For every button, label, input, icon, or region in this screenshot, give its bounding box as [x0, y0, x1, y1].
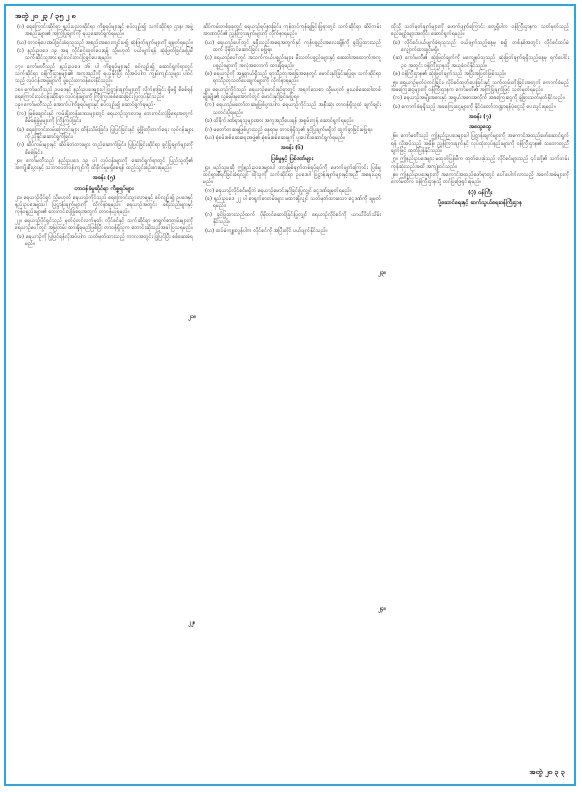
paragraph: (က) ရေယာဉ်အမျိုးအစားနှင့် အရွယ်အစားအလိုက် အခကြေးငွေကို ခွဲခြားသတ်မှတ်နိုင်သည်။ — [393, 95, 565, 102]
document-page — [4, 4, 576, 786]
paragraph: (က) မြစ်ချောင်းနှင့် ကမ်းရိုးတန်းဒေသများတွင် ရေယာဉ်သွားလာမှု ဘေးကင်းလုံခြုံရေးအတွက် စီမံခန့်ခွဲမှုများကို ကြီးကြပ်ခြင်း၊ — [17, 110, 193, 125]
paragraph: ၂၄။ မည်သူမဆို ဤနည်းဥပဒေများပါ တားမြစ်ချက်တစ်ရပ်ရပ်ကို ဖောက်ဖျက်ကြောင်း ပြစ်မှုထင်ရှားစီရင်ခြင်းခံရလျှင် ထိုသူကို သက်ဆိုင်ရာ ဥပဒေပါ ပြဋ္ဌာန်းချက်များနှင့်အညီ အရေးယူရမည်။ — [203, 164, 381, 186]
paragraph: (ဆ) ကော်မတီ၏ ဆုံးဖြတ်ချက်ကို မကျေနပ်သူသည် ဆုံးဖြတ်ချက်ရရှိသည့်နေ့မှ ရက်ပေါင်း ၃၀ အတွင်း ဝန်ကြီးဌာနသို့ အယူခံဝင်နိုင်သည်။ — [393, 55, 569, 69]
paragraph: ဆိပ်ကမ်းတစ်ခုခုတွင် ရေယာဉ်ရပ်နားခြင်း၊ ကုန်တင်ကုန်ချခြင်းပြုရာတွင် သက်ဆိုင်ရာ ဆိပ်ကမ်းအာဏာပိုင်၏ ညွှန်ကြားချက်များကို လိုက်နာရမည်။ — [203, 24, 381, 38]
paragraph: (ဂ) ခွင့်ပြုထားသည်ထက် ပိုမိုတင်ဆောင်ခြင်းပြုလျှင် ရေယာဉ်လိုင်စင်ကို ယာယီပိတ်သိမ်းနိုင်သည်။ — [205, 211, 381, 226]
paragraph: ၂၀။ ကော်မတီသည် နည်းဥပဒေ ၁၉ ပါ လုပ်ငန်းများကို ဆောင်ရွက်ရာတွင် ပြည်သူတို့၏ အကျိုးစီးပွားနှင့် သဘာဝပတ်ဝန်းကျင်ကို ထိခိုက်မှုမရှိစေရန် ထည့်သွင်းစဉ်းစားရမည်။ — [15, 157, 193, 172]
paragraph: (ဃ) စုံစမ်းစစ်ဆေးရေးအဖွဲ့၏ စုံစမ်းစစ်ဆေးမှုကို ပူးပေါင်းဆောင်ရွက်ရမည်။ — [205, 135, 345, 141]
paragraph: (င) ရေယာဉ်ပေါ်တွင် အသက်ကယ်ပစ္စည်းများ၊ မီးသတ်ပစ္စည်းများနှင့် ဆေးဝါးအထောက်အကူပစ္စည်းများကို အလုံအလောက် ထားရှိရမည်။ — [205, 55, 381, 69]
paragraph: (ခ) ကောက်ခံရရှိသည့် အခကြေးငွေများကို နိုင်ငံတော်ဘဏ္ဍာရန်ပုံငွေသို့ ပေးသွင်းရမည်။ — [393, 103, 556, 110]
section-heading: ပြစ်မှုနှင့် ပြစ်ဒဏ်များ — [270, 155, 314, 162]
section-marker: ၂၃။ — [378, 270, 386, 276]
section-heading: (ပုံ) ဝန်ကြီး — [467, 189, 493, 196]
paragraph: (က) ရေယာဉ်မတော်တဆမှုဖြစ်ပွားပါက ရေယာဉ်ကိုင်သည် အနီးဆုံး တာဝန်ရှိသူထံ ချက်ချင်းသတင်းပို့ရမည်။ — [205, 102, 381, 116]
section-heading: တာဝန်ခံမှုဆိုင်ရာ ကိစ္စရပ်များ — [74, 185, 134, 192]
paragraph: ၁၇။ ကော်မတီသည် နည်းဥပဒေ ၁၆ ပါ ကိစ္စရပ်များနှင့် စပ်လျဉ်း၍ ဆောင်ရွက်ရာတွင် သက်ဆိုင်ရာ ဝန်ကြီးဌာနများ၏ အကူအညီကို ရယူနိုင်ပြီး လိုအပ်ပါက ကျွမ်းကျင်သူများ ပါဝင်သည့် လုပ်ငန်းအဖွဲ့များကို ဖွဲ့စည်းတာဝန်ပေးနိုင်သည်။ — [15, 63, 193, 85]
paragraph: (ခ) ရေယာဉ်ကို ပြုပြင်ရန်လိုအပ်ပါက သတ်မှတ်ထားသည့် ကာလအတွင်း ပြုပြင်ပြီး စစ်ဆေးခံရမည်။ — [17, 233, 193, 247]
paragraph: (ဂ) မတော်တဆမှုဖြစ်ပွားသည့် နေရာမှ တာဝန်ရှိသူ၏ ခွင့်ပြုချက်မရှိဘဲ ထွက်ခွာခြင်းမပြုရ။ — [205, 126, 373, 133]
paragraph: (ခ) ထိခိုက်ဒဏ်ရာရသူများအား အကူအညီပေးရန် အစွမ်းကုန် ဆောင်ရွက်ရမည်။ — [205, 118, 354, 125]
paragraph: (စ) ရေယာဉ်ကို အန္တရာယ်ရှိသည့် ရာသီဥတုအခြေအနေတွင် မောင်းနှင်ခြင်းမပြုရ။ သက်ဆိုင်ရာ ရာသီဥတုသတိပေးချက်များကို လိုက်နာရမည်။ — [205, 71, 381, 85]
text-column-middle — [203, 24, 381, 236]
paragraph: ၂၈။ ဤနည်းဥပဒေများကို အကောင်အထည်ဖော်ရာတွင် ပေါ်ပေါက်လာသည့် အခက်အခဲများကို ကော်မတီက ဝန်ကြီးဌာနသို့ တင်ပြဖြေရှင်းရမည်။ — [391, 172, 569, 186]
paragraph: (က) ရေယာဉ်လိုင်စင်မရှိဘဲ ရေယာဉ်မောင်းနှင်ခြင်းပြုလျှင် ငွေဒဏ်ချမှတ်ရမည်။ — [205, 187, 352, 194]
running-header: အတွဲ ၂၀ ၂၃ / ၃၅ ၂ ၈ — [15, 12, 76, 20]
paragraph: (ဃ) ရေယာဉ်ပေါ်တွင် ခရီးသည်အရေအတွက်နှင့် ကုန်ပစ္စည်းအလေးချိန်ကို ခွင့်ပြုထားသည်ထက် ပိုမိုတင်ဆောင်ခြင်း မပြုရ။ — [205, 39, 381, 53]
page-footer: အတွဲ ၂၀ ၃ ၃ — [529, 768, 565, 776]
section-marker: ၂၄။ — [378, 606, 386, 612]
paragraph: (ဂ) ဆိပ်ကမ်းများနှင့် ဆိပ်ခံတံတားများ တည်ဆောက်ခြင်း၊ ပြုပြင်ခြင်းဆိုင်ရာ ခွင့်ပြုချက်များကို စိစစ်ခြင်း၊ — [17, 142, 193, 156]
text-column-right — [391, 24, 569, 209]
paragraph: ၂၃။ ရေယာဉ်ကိုင်သည် ရေယာဉ်မောင်းနှင်ရာတွင် အရက်သေစာ သို့မဟုတ် မူးယစ်ဆေးဝါးတစ်မျိုးမျိုး၏ လွှမ်းမိုးမှုအောက်တွင် မောင်းနှင်ခြင်းမပြုရ။ — [203, 86, 381, 100]
paragraph: (ဃ) ထပ်မံကျူးလွန်ပါက လိုင်စင်ကို အပြီးတိုင် ပယ်ဖျက်နိုင်သည်။ — [205, 227, 328, 234]
paragraph: (င) နည်းဥပဒေ ၁၉ အရ လိုင်စင်ထုတ်ပေးရန် သို့မဟုတ် ပယ်ဖျက်ရန် ဆုံးဖြတ်ခြင်းမပြုမီ သက်ဆိုင်သူအား ရှင်းလင်းတင်ပြခွင့်ပေးရမည်။ — [17, 48, 193, 62]
section-marker: ၂၂။ — [188, 620, 196, 626]
paragraph: ၂၁။ ရေယာဉ်ပိုင်ရှင် သို့မဟုတ် ရေယာဉ်ကိုင်သည် ရေကြောင်းသွားလာမှုနှင့် စပ်လျဉ်း၍ ဥပဒေနှင့် နည်းဥပဒေများပါ ပြဋ္ဌာန်းချက်များကို လိုက်နာရမည်။ ရေယာဉ်အတွင်း ခရီးသည်များနှင့် ကုန်ပစ္စည်းများ၏ ဘေးကင်းလုံခြုံရေးအတွက် တာဝန်ယူရမည်။ — [15, 194, 193, 216]
paragraph: ထိုသို့ သတ်မှတ်ချက်များကို ဖောက်ဖျက်ကြောင်း တွေ့ရှိပါက ဝန်ကြီးဌာနက သတ်မှတ်သည့် စည်းမျဉ်းများအတိုင်း ဆောင်ရွက်ရမည်။ — [391, 24, 569, 38]
paragraph: ၂၆။ ကော်မတီသည် ဤနည်းဥပဒေများပါ ပြဋ္ဌာန်းချက်များကို အကောင်အထည်ဖော်ဆောင်ရွက်ရန် လိုအပ်သည့် အမိန့်၊ ညွှန်ကြားချက်နှင့် လုပ်ထုံးလုပ်နည်းများကို ဝန်ကြီးဌာန၏ သဘောတူညီချက်ဖြင့် ထုတ်ပြန်နိုင်သည်။ — [391, 133, 569, 154]
paragraph: (ဇ) ဝန်ကြီးဌာန၏ ဆုံးဖြတ်ချက်သည် အပြီးအပြတ်ဖြစ်သည်။ — [393, 71, 507, 78]
paragraph: ၁၈။ ကော်မတီသည် ဥပဒေနှင့် နည်းဥပဒေများပါ ပြဋ္ဌာန်းချက်များကို လိုက်နာခြင်း ရှိမရှိ စိစစ်ရန် ရေကြောင်းလုပ်ငန်းဆိုင်ရာ လုပ်ငန်းများကို ကြီးကြပ်စစ်ဆေးခြင်း ပြုလုပ်နိုင်သည်။ — [15, 86, 193, 100]
section-heading: အခန်း (၅) — [92, 175, 116, 182]
paragraph: ၂၂။ ရေယာဉ်ပိုင်ရှင်သည် မှတ်ပုံတင်လက်မှတ်၊ လိုင်စင်နှင့် သက်ဆိုင်ရာ စာရွက်စာတမ်းများကို ရေယာဉ်ပေါ်တွင် အမြဲတမ်း ထားရှိရမည်ဖြစ်ပြီး တာဝန်ရှိသူက တောင်းဆိုသည့်အခါ ပြသရမည်။ — [15, 217, 193, 232]
section-marker: ၂၁။ — [188, 314, 196, 320]
paragraph: (ခ) နည်းဥပဒေ ၂၂ ပါ စာရွက်စာတမ်းများ မထားရှိလျှင် သတ်မှတ်ထားသော ငွေဒဏ်ကို ချမှတ်ရမည်။ — [205, 196, 381, 210]
paragraph: (ခ) ရေကြောင်းလမ်းကြောင်းများ ထိန်းသိမ်းခြင်း၊ ပြုပြင်ခြင်းနှင့် ဖွံ့ဖြိုးတိုးတက်ရေး လုပ်ငန်းများကို ညှိနှိုင်းဆောင်ရွက်ခြင်း၊ — [17, 126, 193, 140]
paragraph: ၂၇။ ဤနည်းဥပဒေများ မထုတ်ပြန်မီက ထုတ်ပေးခဲ့သည့် လိုင်စင်များသည် ၎င်းတို့၏ သက်တမ်းကုန်ဆုံးသည်အထိ အကျုံးဝင်သည်။ — [391, 156, 569, 170]
paragraph: (ဃ) တာဝန်ပေးအပ်ခြင်းခံရသူသည် အစည်းအဝေးကျင်းပ၍ ဆုံးဖြတ်ချက်များကို ချမှတ်ရမည်။ — [17, 39, 193, 46]
paragraph: (ဂ) ရေကြောင်းဆိုင်ရာ နည်းပညာဆိုင်ရာ ကိစ္စရပ်များနှင့် စပ်လျဉ်း၍ သက်ဆိုင်ရာ ဌာန၊ အဖွဲ့အစည်းများ၏ အကြံပြုချက်ကို ရယူဆောင်ရွက်ရမည်။ — [17, 24, 193, 38]
section-heading: အခန်း (၇) — [468, 113, 492, 120]
paragraph: (စ) လိုင်စင်ပယ်ဖျက်ခံရသူသည် ပယ်ဖျက်သည့်နေ့မှ စ၍ တစ်နှစ်အတွင်း လိုင်စင်ထပ်မံလျှောက်ထားခွင့်မရှိ။ — [393, 39, 569, 53]
section-heading: အထွေထွေ — [468, 124, 492, 131]
text-column-left — [15, 24, 193, 249]
section-heading: ပို့ဆောင်ရေးနှင့် ဆက်သွယ်ရေးဝန်ကြီးဌာန — [438, 199, 522, 206]
paragraph: ၁၉။ ကော်မတီသည် အောက်ပါကိစ္စရပ်များနှင့် စပ်လျဉ်း၍ ဆောင်ရွက်ရမည်- — [15, 102, 156, 109]
section-heading: အခန်း (၆) — [280, 145, 304, 152]
paragraph: ၂၅။ ရေယာဉ်မှတ်ပုံတင်ခြင်း၊ လိုင်စင်ထုတ်ပေးခြင်းနှင့် သက်တမ်းတိုးခြင်းအတွက် ကောက်ခံမည့် အခကြေးငွေများကို ဝန်ကြီးဌာနက ကော်မတီ၏ အကြံပြုချက်ဖြင့် သတ်မှတ်ရမည်။ — [391, 79, 569, 93]
